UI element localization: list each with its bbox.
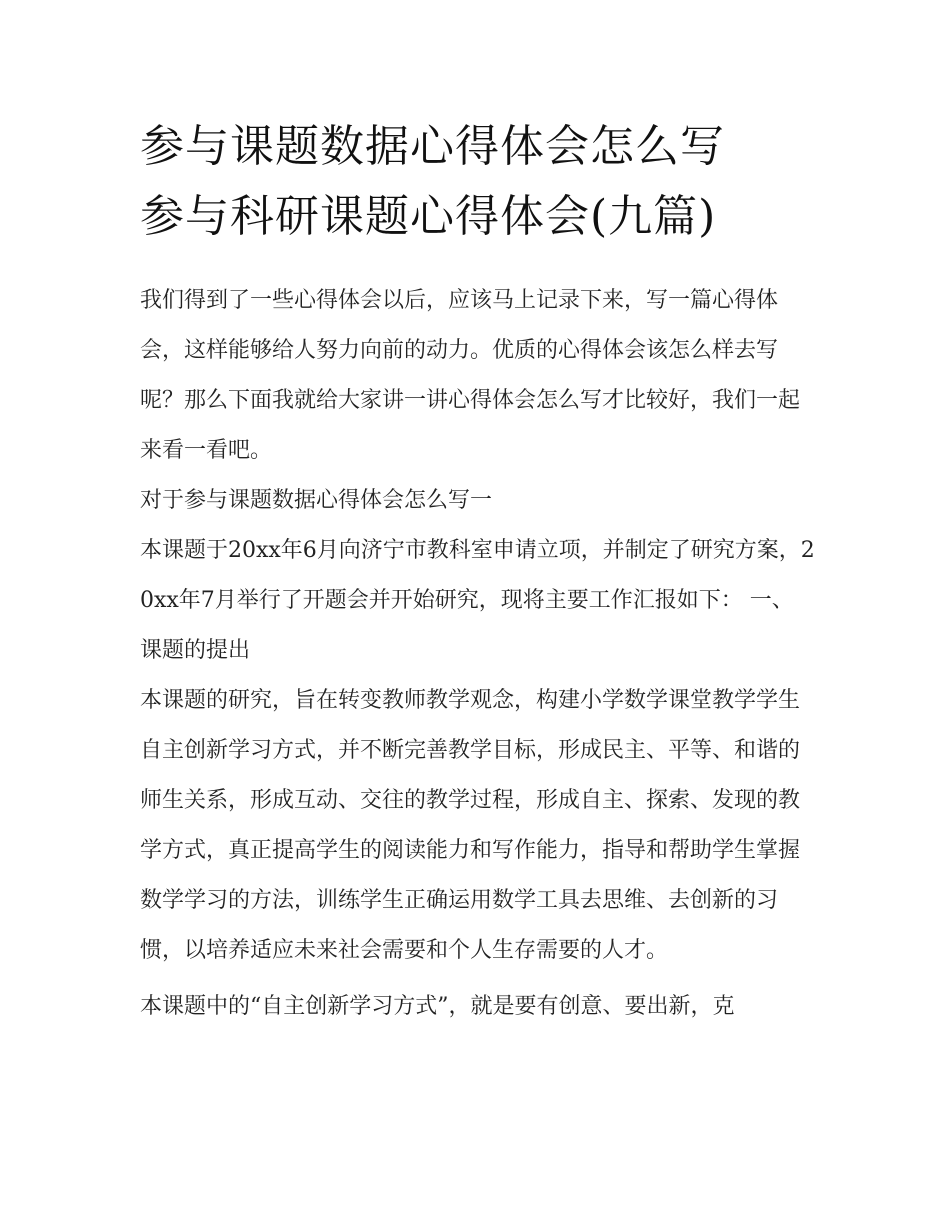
document-body xyxy=(140,276,815,1032)
title-line-2: 参与科研课题心得体会(九篇) xyxy=(140,191,717,242)
body-paragraph-2: 本课题的研究，旨在转变教师教学观念，构建小学数学课堂教学学生自主创新学习方式，并不断完善教学目标，形成民主、平等、和谐的师生关系，形成互动、交往的教学过程，形成自主、探索、发现的教学方式，真正提高学生的阅读能力和写作能力，指导和帮助学生掌握数学学习的方法，训练学生正确运用数学工具去思维、去创新的习惯，以培养适应未来社会需要和个人生存需要的人才。 xyxy=(140,688,801,963)
document-title xyxy=(140,112,820,252)
title-line-1: 参与课题数据心得体会怎么写 xyxy=(140,121,725,172)
body-paragraph-3: 本课题中的“自主创新学习方式”，就是要有创意、要出新，克 xyxy=(140,994,735,1019)
body-paragraph-1: 本课题于20xx年6月向济宁市教科室申请立项，并制定了研究方案，20xx年7月举行了开题会并开始研究，现将主要工作汇报如下： 一、课题的提出 xyxy=(140,538,815,663)
section-heading: 对于参与课题数据心得体会怎么写一 xyxy=(140,488,493,513)
intro-paragraph: 我们得到了一些心得体会以后，应该马上记录下来，写一篇心得体会，这样能够给人努力向前的动力。优质的心得体会该怎么样去写呢？那么下面我就给大家讲一讲心得体会怎么写才比较好，我们一起来看一看吧。 xyxy=(140,288,801,463)
